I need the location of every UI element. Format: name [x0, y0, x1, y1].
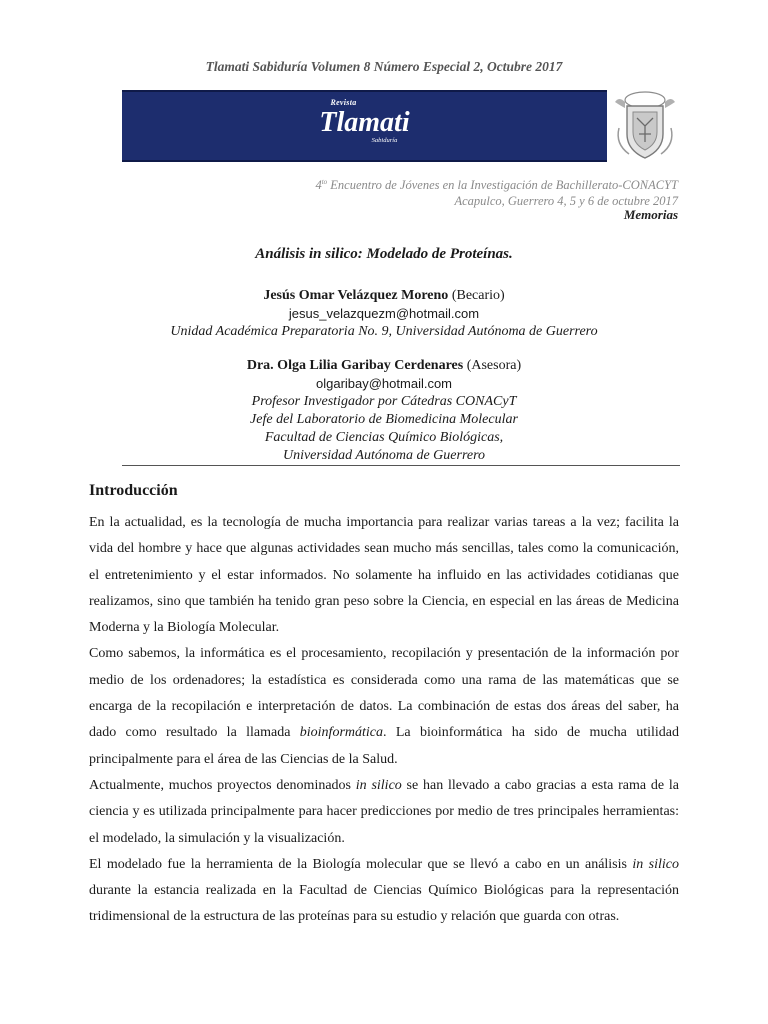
author-1-name: Jesús Omar Velázquez Moreno — [263, 288, 449, 303]
paragraph-3-emphasis: in silico — [355, 777, 402, 793]
paragraph-4 — [89, 852, 679, 931]
banner-sub-text: Sabiduría — [371, 137, 398, 144]
author-1-affiliation: Unidad Académica Preparatoria No. 9, Universidad Autónoma de Guerrero — [170, 324, 598, 339]
paragraph-2-emphasis: bioinformática — [299, 725, 384, 741]
author-2-name: Dra. Olga Lilia Garibay Cerdenares — [246, 358, 464, 373]
author-2-affiliation-4: Universidad Autónoma de Guerrero — [282, 448, 486, 463]
banner-title: Tlamati — [319, 107, 410, 138]
banner-small-text: Revista — [330, 98, 357, 107]
paragraph-3 — [89, 773, 679, 852]
paragraph-2-text-c: . La bioinformática ha sido de mucha utilidad principalmente para el área de las Ciencias de la Salud. — [89, 725, 679, 767]
paragraph-2-text-a: Como sabemos, la informática es el procesamiento, recopilación y presentación de la información por medio de los ordenadores; la estadística es considerada como una rama de las matemáticas que se encarga de la recopilación e interpretación de datos. La combinación de estas dos áreas del saber, ha dado como resultado la llamada — [89, 646, 679, 741]
author-2-affiliation-1: Profesor Investigador por Cátedras CONACyT — [251, 394, 517, 409]
running-head: Tlamati Sabiduría Volumen 8 Número Especial 2, Octubre 2017 — [205, 59, 563, 74]
paragraph-3-text-c: se han llevado a cabo gracias a esta rama de la ciencia y es utilizada principalmente para hacer predicciones por medio de tres principales herramientas: el modelado, la simulación y la visualización. — [89, 777, 679, 846]
journal-banner — [122, 90, 607, 162]
header-divider — [122, 465, 680, 466]
meeting-ordinal-suffix: to — [321, 178, 328, 186]
author-1 — [0, 287, 768, 341]
body-text — [89, 510, 679, 931]
meeting-info — [315, 174, 678, 209]
author-1-email: jesus_velazquezm@hotmail.com — [288, 306, 480, 321]
meeting-ordinal: 4 — [315, 178, 322, 193]
author-1-role: (Becario) — [448, 288, 505, 303]
author-2-affiliation-3: Facultad de Ciencias Químico Biológicas, — [264, 430, 504, 445]
author-2-affiliation-2: Jefe del Laboratorio de Biomedicina Molecular — [250, 412, 518, 427]
paper-title: Análisis in silico: Modelado de Proteínas. — [255, 246, 513, 262]
author-2 — [0, 357, 768, 465]
section-heading: Introducción — [89, 482, 178, 499]
paragraph-4-text-a: El modelado fue la herramienta de la Biología molecular que se llevó a cabo en un análisis — [89, 856, 633, 872]
meeting-line-1 — [315, 174, 678, 193]
paragraph-3-text-a: Actualmente, muchos proyectos denominados — [89, 777, 356, 793]
memorias-label: Memorias — [623, 207, 678, 222]
university-seal-icon — [611, 88, 679, 162]
author-2-role: (Asesora) — [463, 358, 522, 373]
paragraph-4-text-c: durante la estancia realizada en la Facultad de Ciencias Químico Biológicas para la representación tridimensional de la estructura de las proteínas para su estudio y relación que guarda con otras. — [89, 883, 679, 925]
author-2-email: olgaribay@hotmail.com — [315, 376, 453, 391]
meeting-name: Encuentro de Jóvenes en la Investigación de Bachillerato-CONACYT — [327, 178, 678, 193]
journal-logo — [122, 98, 607, 144]
meeting-line-2: Acapulco, Guerrero 4, 5 y 6 de octubre 2017 — [454, 194, 678, 209]
paragraph-2 — [89, 641, 679, 772]
paragraph-1: En la actualidad, es la tecnología de mucha importancia para realizar varias tareas a la vez; facilita la vida del hombre y hace que algunas actividades sean mucho más sencillas, tales como la comunicación, el entretenimiento y el estar informados. No solamente ha influido en las actividades cotidianas que realizamos, sino que también ha tenido gran peso sobre la Ciencia, en especial en las áreas de Medicina Moderna y la Biología Molecular. — [89, 515, 679, 636]
paragraph-4-emphasis: in silico — [632, 856, 679, 872]
